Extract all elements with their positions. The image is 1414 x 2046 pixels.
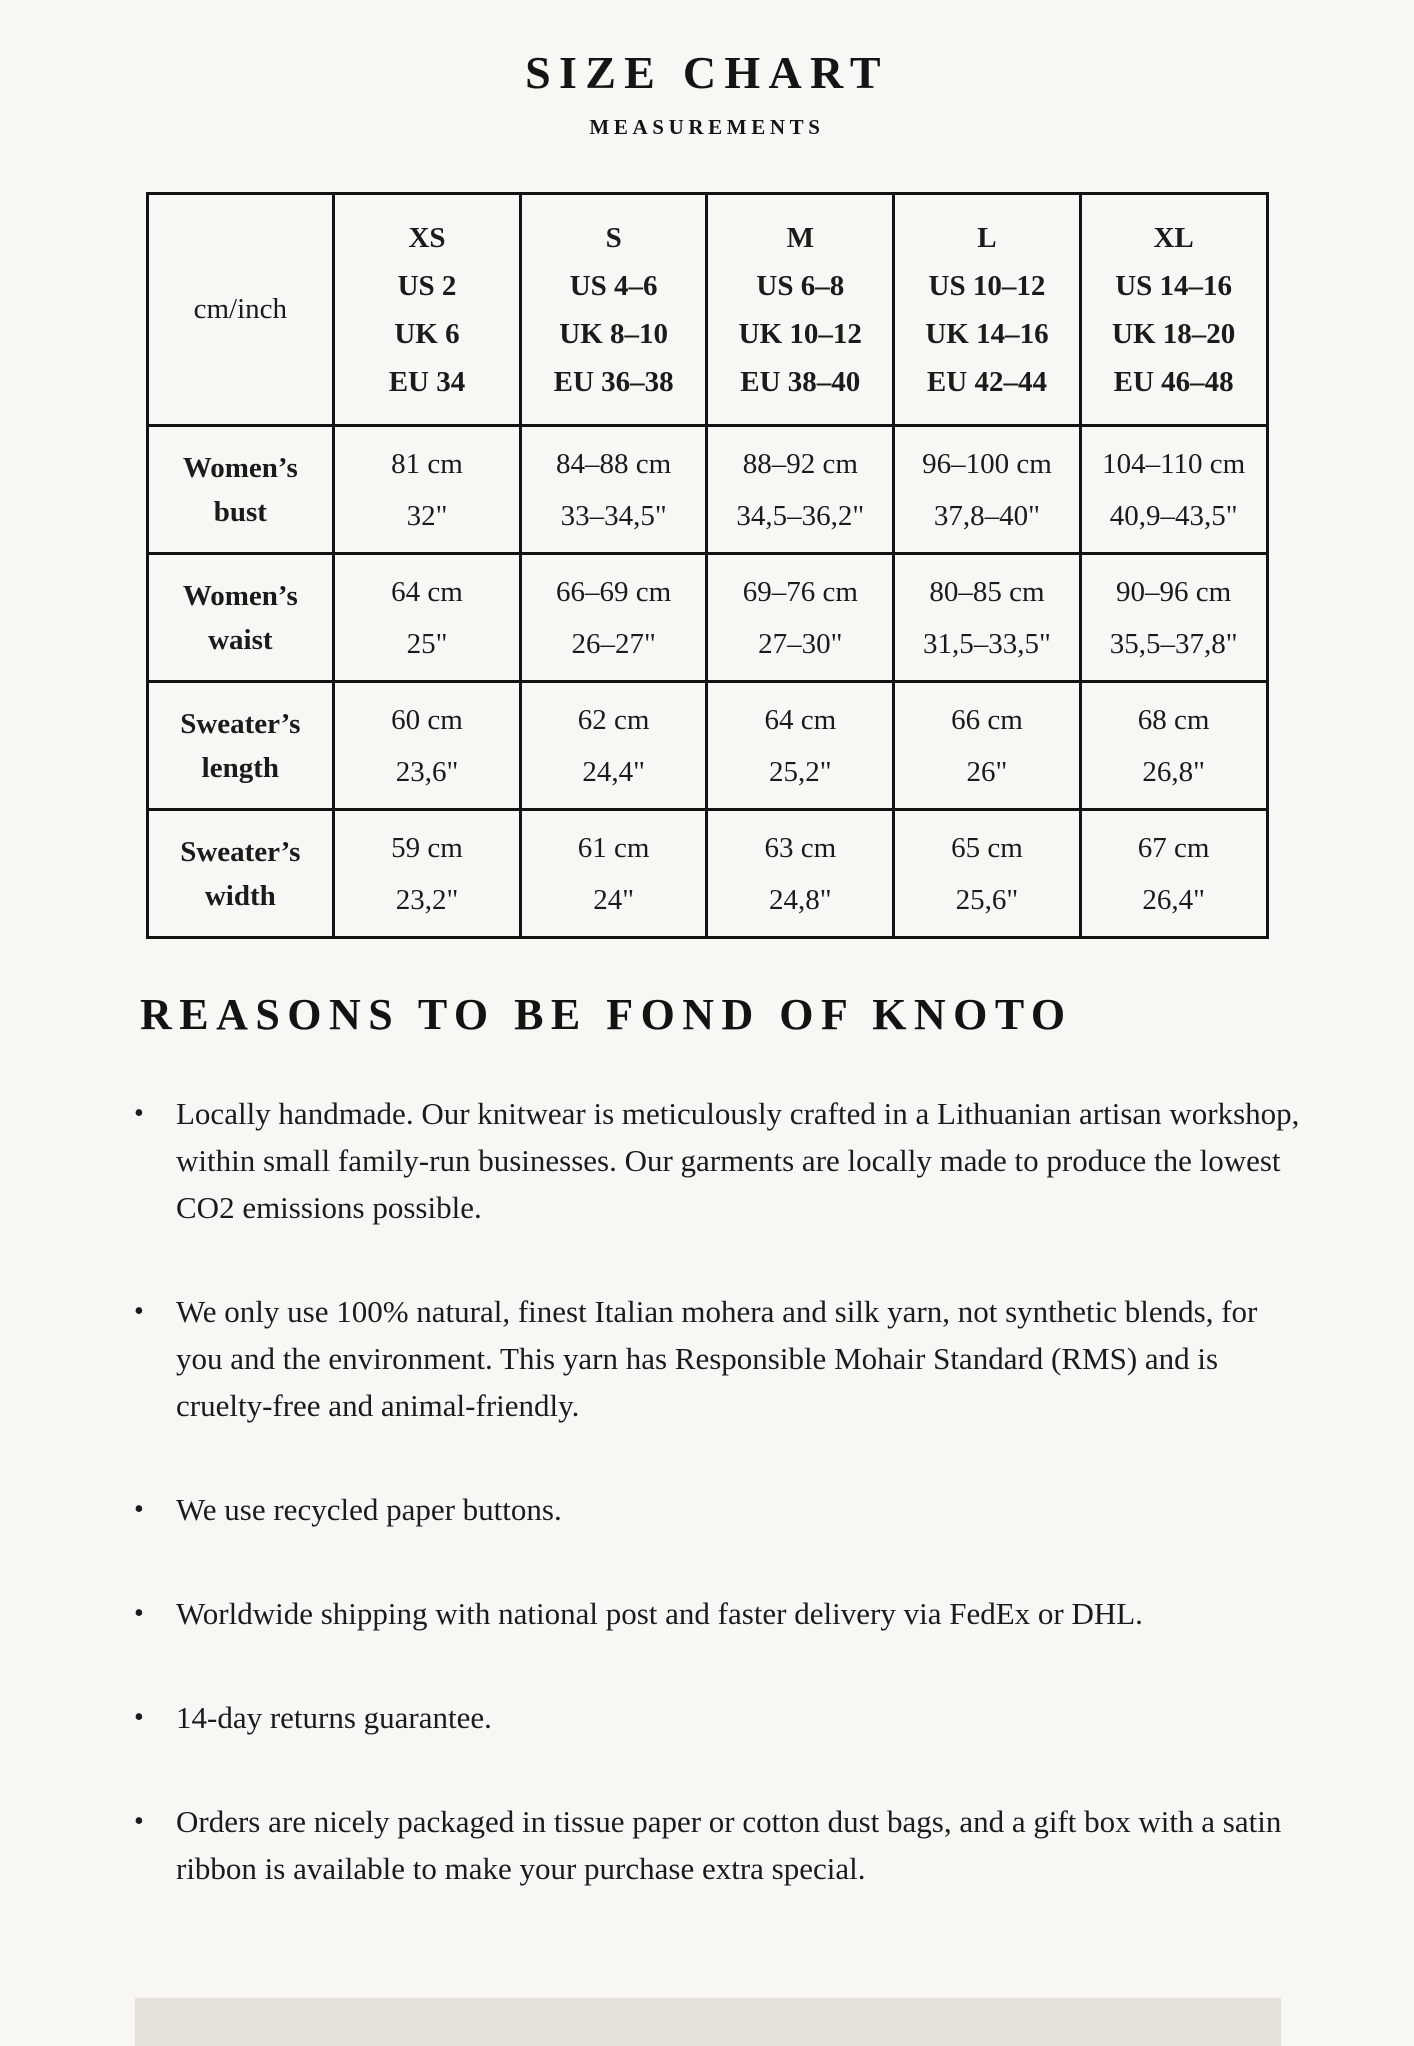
size-label: L	[977, 221, 997, 254]
inch-value: 26–27"	[571, 627, 656, 660]
us-size: US 14–16	[1115, 269, 1233, 302]
table-row-sweaters-length	[147, 682, 1267, 810]
inch-value: 31,5–33,5"	[923, 627, 1051, 660]
eu-size: EU 34	[388, 365, 466, 398]
measurement-cell	[894, 810, 1081, 938]
table-row-womens-bust	[147, 426, 1267, 554]
column-header-s	[520, 194, 707, 426]
size-chart-page	[0, 46, 1414, 2046]
measurement-cell	[894, 554, 1081, 682]
measurement-cell	[520, 426, 707, 554]
cm-value: 63 cm	[764, 831, 837, 864]
reasons-section-heading: REASONS TO BE FOND OF KNOTO	[140, 990, 1073, 1039]
bullet-dot-icon: •	[134, 1598, 144, 1629]
inch-value: 25"	[406, 627, 448, 660]
inch-value: 40,9–43,5"	[1109, 499, 1238, 532]
cm-value: 65 cm	[951, 831, 1023, 864]
row-label-cell	[147, 426, 334, 554]
size-label: M	[786, 221, 814, 254]
corner-cell	[147, 194, 334, 426]
list-item	[134, 1798, 1304, 1892]
eu-size: EU 36–38	[553, 365, 674, 398]
cm-value: 96–100 cm	[922, 447, 1052, 480]
inch-value: 23,6"	[395, 755, 459, 788]
us-size: US 4–6	[569, 269, 658, 302]
list-item	[134, 1694, 1304, 1741]
bullet-dot-icon: •	[134, 1702, 144, 1733]
measurement-cell	[334, 554, 521, 682]
inch-value: 25,6"	[955, 883, 1019, 916]
cm-value: 84–88 cm	[556, 447, 672, 480]
cm-value: 64 cm	[764, 703, 837, 736]
inch-value: 37,8–40"	[933, 499, 1040, 532]
measurement-cell	[334, 426, 521, 554]
us-size: US 10–12	[928, 269, 1046, 302]
reason-text: Worldwide shipping with national post and faster delivery via FedEx or DHL.	[176, 1596, 1143, 1631]
size-label: XL	[1153, 221, 1194, 254]
cm-value: 60 cm	[391, 703, 463, 736]
reason-text: Locally handmade. Our knitwear is meticulously crafted in a Lithuanian artisan workshop, within small family-run businesses. Our garments are locally made to produce the lowest CO2 emissions possible.	[176, 1096, 1300, 1225]
cm-value: 59 cm	[391, 831, 463, 864]
measurement-cell	[894, 682, 1081, 810]
reason-text: We only use 100% natural, finest Italian mohera and silk yarn, not synthetic blends, for you and the environment. This yarn has Responsible Mohair Standard (RMS) and is cruelty-free and animal-friendly.	[176, 1294, 1258, 1423]
cm-value: 61 cm	[577, 831, 650, 864]
measurement-cell	[707, 682, 894, 810]
table-header-row	[147, 194, 1267, 426]
page-subtitle: MEASUREMENTS	[589, 115, 825, 139]
row-label-line: width	[204, 879, 276, 912]
us-size: US 2	[397, 269, 457, 302]
page-title: SIZE CHART	[525, 47, 889, 98]
cm-value: 67 cm	[1137, 831, 1210, 864]
inch-value: 27–30"	[758, 627, 843, 660]
cm-value: 90–96 cm	[1116, 575, 1232, 608]
column-header-l	[894, 194, 1081, 426]
measurement-cell	[520, 810, 707, 938]
uk-size: UK 18–20	[1112, 317, 1236, 350]
row-label-line: bust	[213, 495, 267, 528]
inch-value: 24"	[593, 883, 635, 916]
uk-size: UK 10–12	[738, 317, 862, 350]
inch-value: 26"	[966, 755, 1008, 788]
list-item	[134, 1090, 1304, 1231]
measurement-cell	[520, 682, 707, 810]
measurement-cell	[1080, 810, 1267, 938]
column-header-xs	[334, 194, 521, 426]
size-label: S	[605, 221, 622, 254]
row-label-line: Women’s	[182, 579, 298, 612]
row-label-cell	[147, 810, 334, 938]
inch-value: 34,5–36,2"	[736, 499, 865, 532]
table-row-womens-waist	[147, 554, 1267, 682]
bullet-dot-icon: •	[134, 1494, 144, 1525]
inch-value: 35,5–37,8"	[1109, 627, 1238, 660]
inch-value: 33–34,5"	[560, 499, 667, 532]
row-label-line: waist	[208, 623, 273, 656]
inch-value: 25,2"	[769, 755, 832, 788]
cm-value: 66 cm	[951, 703, 1023, 736]
measurement-cell	[707, 810, 894, 938]
cm-value: 66–69 cm	[556, 575, 672, 608]
cm-value: 88–92 cm	[742, 447, 858, 480]
cm-value: 81 cm	[391, 447, 463, 480]
eu-size: EU 46–48	[1113, 365, 1234, 398]
list-item	[134, 1486, 1304, 1533]
measurement-cell	[334, 682, 521, 810]
cm-value: 64 cm	[391, 575, 463, 608]
row-label-line: Sweater’s	[180, 707, 301, 740]
reason-text: 14-day returns guarantee.	[176, 1700, 492, 1735]
measurement-cell	[707, 426, 894, 554]
uk-size: UK 6	[394, 317, 460, 350]
inch-value: 32"	[406, 499, 448, 532]
column-header-xl	[1080, 194, 1267, 426]
inch-value: 23,2"	[395, 883, 459, 916]
measurement-cell	[1080, 426, 1267, 554]
measurement-cell	[894, 426, 1081, 554]
measurement-cell	[1080, 682, 1267, 810]
reasons-list	[134, 1090, 1304, 1892]
row-label-line: Sweater’s	[180, 835, 301, 868]
measurement-cell	[707, 554, 894, 682]
cm-value: 69–76 cm	[742, 575, 858, 608]
cm-value: 62 cm	[577, 703, 650, 736]
bullet-dot-icon: •	[134, 1296, 144, 1327]
inch-value: 26,8"	[1142, 755, 1205, 788]
eu-size: EU 38–40	[740, 365, 861, 398]
size-chart-table	[146, 192, 1269, 939]
eu-size: EU 42–44	[926, 365, 1047, 398]
reason-text: We use recycled paper buttons.	[176, 1492, 562, 1527]
uk-size: UK 14–16	[925, 317, 1049, 350]
list-item	[134, 1590, 1304, 1637]
list-item	[134, 1288, 1304, 1429]
uk-size: UK 8–10	[559, 317, 669, 350]
next-section-strip	[135, 1998, 1281, 2046]
row-label-line: Women’s	[182, 451, 298, 484]
inch-value: 26,4"	[1142, 883, 1205, 916]
cm-value: 80–85 cm	[929, 575, 1045, 608]
cm-value: 104–110 cm	[1102, 447, 1246, 480]
measurement-cell	[334, 810, 521, 938]
size-label: XS	[408, 221, 446, 254]
measurement-cell	[520, 554, 707, 682]
inch-value: 24,4"	[582, 755, 645, 788]
us-size: US 6–8	[756, 269, 845, 302]
column-header-m	[707, 194, 894, 426]
row-label-line: length	[201, 751, 279, 784]
bullet-dot-icon: •	[134, 1098, 144, 1129]
measurement-cell	[1080, 554, 1267, 682]
row-label-cell	[147, 554, 334, 682]
inch-value: 24,8"	[769, 883, 832, 916]
cm-value: 68 cm	[1137, 703, 1210, 736]
reason-text: Orders are nicely packaged in tissue paper or cotton dust bags, and a gift box with a satin ribbon is available to make your purchase extra special.	[176, 1804, 1282, 1886]
table-row-sweaters-width	[147, 810, 1267, 938]
bullet-dot-icon: •	[134, 1806, 144, 1837]
unit-label: cm/inch	[193, 293, 288, 325]
row-label-cell	[147, 682, 334, 810]
